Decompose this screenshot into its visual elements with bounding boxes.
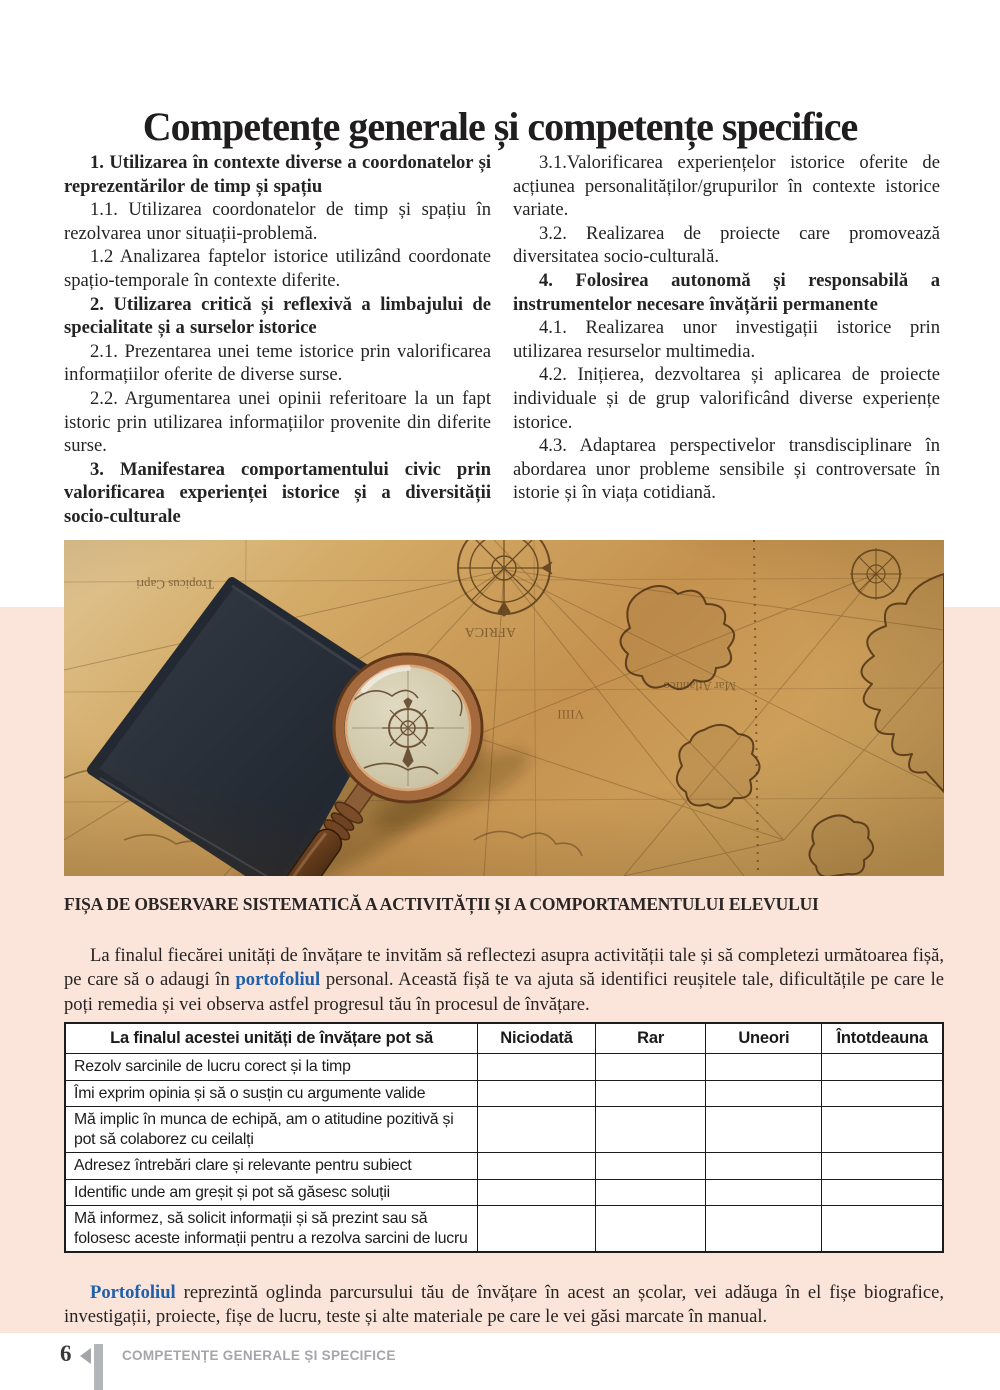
column-header-statement: La finalul acestei unități de învățare pot să (65, 1023, 478, 1054)
competency-paragraph: 4. Folosirea autonomă și responsabilă a instrumentelor necesare învățării permanente (513, 269, 940, 315)
answer-cell-intotdeauna (822, 1179, 943, 1206)
answer-cell-intotdeauna (822, 1054, 943, 1081)
answer-cell-intotdeauna (822, 1153, 943, 1180)
statement-cell: Mă informez, să solicit informații și să prezint sau să folosesc aceste informații pentru a rezolva sarcini de lucru (65, 1206, 478, 1253)
answer-cell-niciodata (478, 1080, 596, 1107)
answer-cell-rar (595, 1153, 706, 1180)
statement-cell: Adresez întrebări clare și relevante pentru subiect (65, 1153, 478, 1180)
table-row (65, 1179, 943, 1206)
statement-cell: Rezolv sarcinile de lucru corect și la timp (65, 1054, 478, 1081)
competency-paragraph: 4.3. Adaptarea perspectivelor transdisciplinare în abordarea unor probleme sensibile și controversate în istorie și în viața cotidiană. (513, 435, 940, 504)
competency-paragraph: 4.1. Realizarea unor investigații istorice prin utilizarea resurselor multimedia. (513, 317, 940, 362)
answer-cell-rar (595, 1107, 706, 1153)
intro-text-after: personal. Această fișă te va ajuta să identifici reușitele tale, dificultățile pe care le poți remedia și vei observa astfel progresul tău în procesul de învățare. (64, 969, 944, 1015)
column-header-uneori: Uneori (706, 1023, 822, 1054)
portfolio-note-text: reprezintă oglinda parcursului tău de învățare în acest an școlar, vei adăuga în el fișe biografice, investigații, proiecte, fișe de lucru, teste și alte materiale pe care le vei găsi marcate în manual. (64, 1281, 944, 1328)
competency-paragraph: 2.2. Argumentarea unei opinii referitoare la un fapt istoric prin utilizarea informațiilor provenite din diferite surse. (64, 387, 491, 457)
answer-cell-niciodata (478, 1107, 596, 1153)
answer-cell-intotdeauna (822, 1107, 943, 1153)
competency-paragraph: 3.1.Valorificarea experiențelor istorice oferite de acțiunea personalităților/grupurilor în contexte istorice variate. (513, 152, 940, 221)
statement-cell: Îmi exprim opinia și să o susțin cu argumente valide (65, 1080, 478, 1107)
competencies-column-right (513, 151, 940, 505)
portfolio-note-lead: Portofoliul (90, 1281, 176, 1303)
competency-paragraph: 4.2. Inițierea, dezvoltarea și aplicarea de proiecte individuale și de grup valorificând diverse experiențe istorice. (513, 364, 940, 433)
answer-cell-intotdeauna (822, 1206, 943, 1253)
answer-cell-uneori (706, 1179, 822, 1206)
table-row (65, 1107, 943, 1153)
answer-cell-uneori (706, 1107, 822, 1153)
footer-bar (94, 1344, 103, 1390)
photo-vignette (64, 540, 944, 876)
competency-paragraph: 2. Utilizarea critică și reflexivă a limbajului de specialitate și a surselor istorice (64, 293, 491, 339)
table-row (65, 1054, 943, 1081)
intro-paragraph (64, 944, 944, 1018)
competencies-column-left (64, 151, 491, 529)
answer-cell-uneori (706, 1206, 822, 1253)
answer-cell-niciodata (478, 1153, 596, 1180)
portfolio-note (64, 1281, 944, 1330)
intro-text-before: La finalul fiecărei unități de învățare te invităm să reflectezi asupra activității tale și să completezi următoarea fișă, pe care să o adaugi în (64, 944, 944, 991)
answer-cell-uneori (706, 1080, 822, 1107)
map-photo (64, 540, 944, 876)
answer-cell-niciodata (478, 1206, 596, 1253)
competency-paragraph: 1.1. Utilizarea coordonatelor de timp și spațiu în rezolvarea unor situații-problemă. (64, 199, 491, 244)
answer-cell-intotdeauna (822, 1080, 943, 1107)
answer-cell-niciodata (478, 1179, 596, 1206)
answer-cell-uneori (706, 1153, 822, 1180)
page-number: 6 (60, 1341, 72, 1366)
answer-cell-niciodata (478, 1054, 596, 1081)
portfolio-keyword: portofoliul (235, 969, 321, 991)
answer-cell-rar (595, 1080, 706, 1107)
table-row (65, 1206, 943, 1253)
competency-paragraph: 3.2. Realizarea de proiecte care promovează diversitatea socio-culturală. (513, 222, 940, 268)
answer-cell-rar (595, 1206, 706, 1253)
column-header-niciodata: Niciodată (478, 1023, 596, 1054)
competency-paragraph: 1. Utilizarea în contexte diverse a coordonatelor și reprezentărilor de timp și spațiu (64, 152, 491, 197)
answer-cell-rar (595, 1179, 706, 1206)
competency-paragraph: 3. Manifestarea comportamentului civic prin valorificarea experienței istorice și a diversității socio-culturale (64, 458, 491, 527)
answer-cell-uneori (706, 1054, 822, 1081)
competency-paragraph: 1.2 Analizarea faptelor istorice utilizând coordonate spațio-temporale în contexte diferite. (64, 246, 491, 291)
column-header-intotdeauna: Întotdeauna (822, 1023, 943, 1054)
table-header-row (65, 1023, 943, 1054)
answer-cell-rar (595, 1054, 706, 1081)
self-assessment-table (64, 1022, 944, 1253)
statement-cell: Mă implic în munca de echipă, am o atitudine pozitivă și pot să colaborez cu ceilalți (65, 1107, 478, 1153)
statement-cell: Identific unde am greșit și pot să găsesc soluții (65, 1179, 478, 1206)
competency-paragraph: 2.1. Prezentarea unei teme istorice prin valorificarea informațiilor oferite de diverse surse. (64, 340, 491, 386)
table-row (65, 1153, 943, 1180)
observation-heading: FIȘA DE OBSERVARE SISTEMATICĂ A ACTIVITĂȚII ȘI A COMPORTAMENTULUI ELEVULUI (64, 894, 819, 914)
footer-arrow-icon (80, 1348, 91, 1364)
page-title: Competențe generale și competențe specifice (142, 103, 858, 149)
table-row (65, 1080, 943, 1107)
column-header-rar: Rar (595, 1023, 706, 1054)
footer-section-label: COMPETENȚE GENERALE ȘI SPECIFICE (122, 1348, 396, 1363)
